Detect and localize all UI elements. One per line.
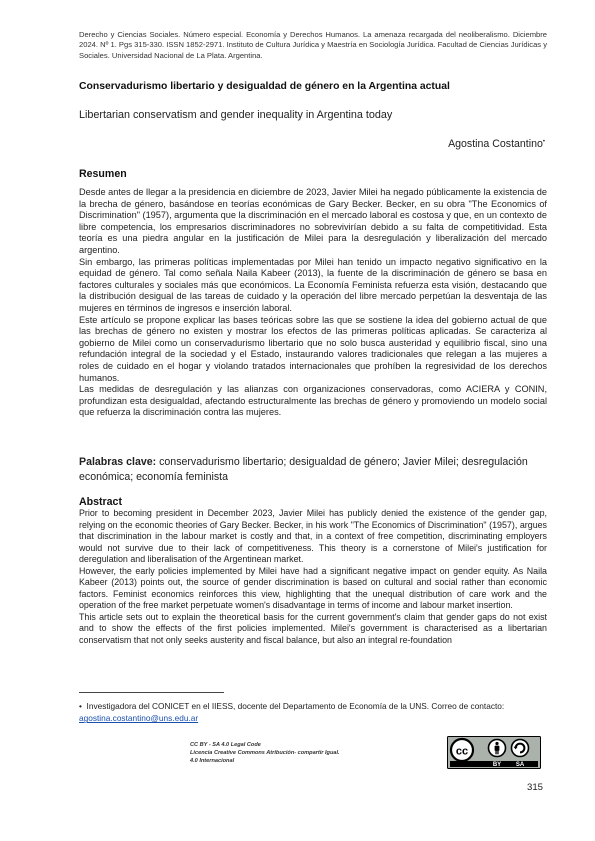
- abstract-paragraph: Prior to becoming president in December 2023, Javier Milei has publicly denied the existence of the gender gap, relying on the economic theories of Gary Becker. Becker, in his work "The Economics of Discrimination" (1957), argues that discrimination in the labour market is costly and that, in a context of free competition, discriminating employers would not survive due to their lack of competitiveness. This theory is a cornerstone of Milei's justification for deregulation and liberalisation of the Argentinean market.: [79, 508, 547, 564]
- abstract-paragraph: This article sets out to explain the theoretical basis for the current government's claim that gender gaps do not exist and to show the effects of the first policies implemented. Milei's government is characterised as a libertarian conservatism that not only seeks austerity and fiscal balance, but also an integral re-foundation: [79, 611, 547, 645]
- keywords-block: [79, 455, 547, 484]
- keywords-text: conservadurismo libertario; desigualdad de género; Javier Milei; desregulación económica; economía feminista: [79, 456, 528, 483]
- author-line: [448, 138, 545, 150]
- abstract-paragraph: However, the early policies implemented by Milei have had a significant negative impact on gender equity. As Naila Kabeer (2013) points out, the source of gender discrimination is based on cultural and social rather than economic factors. Feminist economics reinforces this view, highlighting that the unequal distribution of care work and the operation of the free market perpetuate women's disadvantage in terms of income and labour market insertion.: [79, 565, 547, 610]
- footnote-text: Investigadora del CONICET en el IIESS, docente del Departamento de Economía de la UNS. Correo de contacto:: [86, 701, 505, 711]
- article-subtitle: Libertarian conservatism and gender inequality in Argentina today: [79, 109, 393, 121]
- author-name: Agostina Costantino: [448, 138, 543, 150]
- resumen-paragraph: Sin embargo, las primeras políticas implementadas por Milei han tenido un impacto negativo significativo en la equidad de género. Tal como señala Naila Kabeer (2013), la fuente de la discriminación de género se basa en factores culturales y sociales más que económicos. La Economía Feminista refuerza esta visión, destacando que la distribución desigual de las tareas de cuidado y la operación del libre mercado perpetúan la desventaja de las mujeres en términos de ingresos e inserción laboral.: [79, 256, 547, 313]
- resumen-paragraph: Este artículo se propone explicar las bases teóricas sobre las que se sostiene la idea del gobierno actual de que las brechas de género no existen y mostrar los efectos de las primeras políticas aplicadas. Se caracteriza al gobierno de Milei como un conservadurismo libertario que no solo busca austeridad y equilibrio fiscal, sino una refundación integral de la sociedad y el Estado, instaurando valores tradicionales que relegan a las mujeres a roles de cuidado en el hogar y violando tratados internacionales que prohíben la regresividad de los derechos humanos.: [79, 314, 547, 383]
- cc-logo-text: cc: [455, 745, 469, 758]
- resumen-heading: Resumen: [79, 168, 127, 180]
- author-footnote: [79, 700, 547, 724]
- resumen-paragraph: Desde antes de llegar a la presidencia en diciembre de 2023, Javier Milei ha negado públicamente la existencia de la brecha de género, basándose en teorías económicas de Gary Becker. Becker, en su obra "The Economics of Discrimination" (1957), argumenta que la discriminación en el mercado laboral es costosa y que, en un contexto de libre competencia, los empresarios discriminadores no sobrevivirían debido a su falta de competitividad. Esta teoría es una piedra angular en la justificación de Milei para la desregulación y liberalización del mercado argentino.: [79, 187, 547, 255]
- author-footnote-mark[interactable]: •: [542, 139, 545, 145]
- abstract-heading: Abstract: [79, 496, 122, 508]
- license-line-1: CC BY - SA 4.0 Legal Code: [190, 742, 261, 748]
- footnote-divider: [79, 692, 224, 693]
- article-title: Conservadurismo libertario y desigualdad de género en la Argentina actual: [79, 81, 450, 92]
- cc-sa-label: SA: [515, 762, 525, 769]
- license-line-3: 4.0 Internacional: [190, 758, 235, 765]
- cc-by-label: BY: [492, 762, 502, 769]
- author-email-link[interactable]: agostina.costantino@uns.edu.ar: [79, 713, 199, 724]
- footnote-mark: •: [79, 701, 82, 711]
- page-number: 315: [527, 782, 544, 793]
- journal-citation-header: Derecho y Ciencias Sociales. Número especial. Economía y Derechos Humanos. La amenaza recargada del neoliberalismo. Diciembre 2024. Nº 1. Pgs 315-330. ISSN 1852-2971. Instituto de Cultura Jurídica y Maestría en Sociología Jurídica. Facultad de Ciencias Jurídicas y Sociales. Universidad Nacional de La Plata. Argentina.: [79, 30, 547, 60]
- resumen-body: [79, 187, 547, 419]
- abstract-body: [79, 508, 547, 646]
- license-line-2: Licencia Creative Commons Atribución- compartir Igual.: [190, 750, 340, 757]
- keywords-label: Palabras clave:: [79, 456, 157, 468]
- license-text: [190, 741, 390, 766]
- cc-by-sa-badge-icon[interactable]: [447, 736, 541, 769]
- resumen-paragraph: Las medidas de desregulación y las alianzas con organizaciones conservadoras, como ACIERA y CONIN, profundizan esta desigualdad, afectando estructuralmente las brechas de género y promoviendo un modelo social que refuerza la discriminación contra las mujeres.: [79, 384, 547, 418]
